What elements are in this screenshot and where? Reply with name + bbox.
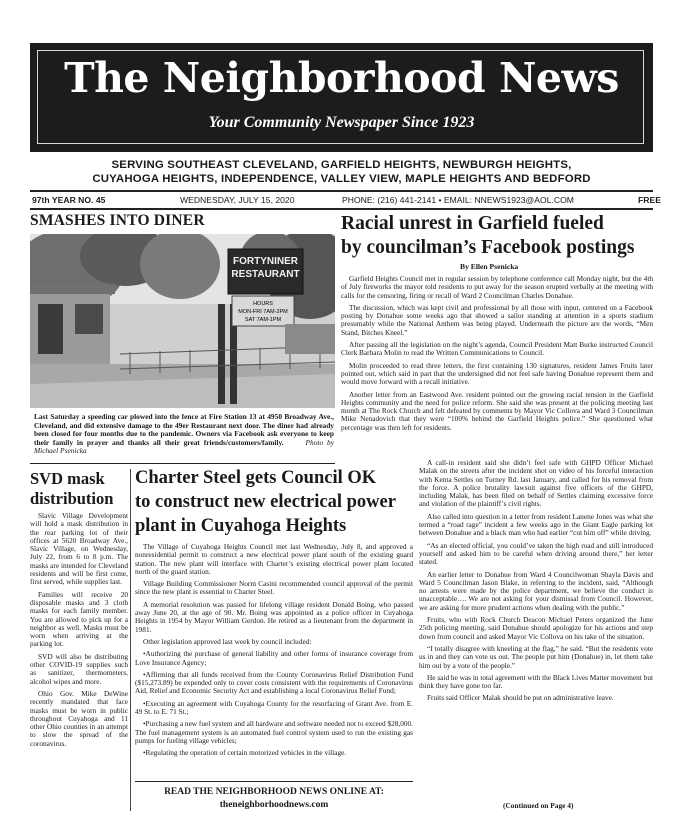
paragraph: •Regulating the operation of certain motorized vehicles in the village. bbox=[143, 748, 347, 758]
paragraph: Ohio Gov. Mike DeWine recently mandated that face masks must be worn in public throughout Cuyahoga and 11 other Ohio counties in an attempt to slow the spread of the coronavirus. bbox=[30, 688, 128, 748]
paragraph: He said he was in total agreement with the Black Lives Matter movement but think they have gone too far. bbox=[419, 672, 653, 691]
paragraph: After passing all the legislation on the night’s agenda, Council President Matt Burke instructed Council Clerk Barbara Molin to read the Written Communications to Council. bbox=[341, 340, 653, 358]
paragraph: •Affirming that all funds received from the County Coronavirus Relief Distribution Fund ($15,273.89) be expended only to cover costs consistent with the requirements of Coronavirus Aid, Relief and Economic Security Act and establishing a local Coronavirus Relief Fund; bbox=[135, 669, 413, 696]
newspaper-title: The Neighborhood News bbox=[64, 54, 619, 102]
headline-line: Charter Steel gets Council OK bbox=[135, 468, 377, 488]
racial-headline bbox=[341, 212, 653, 260]
paragraph: Another letter from an Eastwood Ave. resident pointed out the growing racial tension in the Garfield Heights community and the need for police reform. She said she was present at the policing meeting last month at The Rock Church and felt defeated by comments by Mayor Vic Collova and Ward 3 Councilman Mike Nenadovich that they were “100% behind the Garfield Heights police.” She questioned what percentage was then left for residents. bbox=[341, 389, 653, 432]
website-link[interactable]: theneighborhoodnews.com bbox=[219, 800, 329, 810]
paragraph: An earlier letter to Donahue from Ward 4 Councilwoman Shayla Davis and Ward 5 Councilman Jason Blake, in referring to the incident, said, “Although no arrests were made by the police department, we believe the conduct is unacceptable…. We are not asking for your dismissal from Council. However, we are asking for more prudent actions when dealing with the public.” bbox=[419, 569, 653, 612]
coverage-line: CUYAHOGA HEIGHTS, INDEPENDENCE, VALLEY VIEW, MAPLE HEIGHTS AND BEDFORD bbox=[92, 172, 591, 185]
paragraph: The Village of Cuyahoga Heights Council met last Wednesday, July 8, and approved a nonresidential permit to construct a new electrical power plant south of the existing guard station. The new plant will interface with Charter’s existing electrical power plant located north of the guard station. bbox=[135, 542, 413, 576]
diner-headline: SMASHES INTO DINER bbox=[30, 212, 205, 229]
section-divider bbox=[30, 463, 335, 464]
price: FREE bbox=[638, 195, 661, 205]
paragraph: Fruits, who with Rock Church Deacon Michael Peters organized the June 25th policing meeting, said Donahue should apologize for his actions and step down from council and asked Mayor Vic Collova on his take of the situation. bbox=[419, 615, 653, 641]
sign-board-line: HOURS bbox=[253, 301, 273, 307]
sign-board-line: MON-FRI 7AM-2PM bbox=[238, 309, 288, 315]
coverage-area bbox=[30, 159, 653, 186]
paragraph: Other legislation approved last week by council included: bbox=[143, 636, 312, 646]
charter-headline bbox=[135, 466, 415, 538]
paragraph: The discussion, which was kept civil and professional by all those with input, centered on a Facebook posting by Donahue some weeks ago that showed a sailor standing at attention in a sports stadium presumably while the National Anthem was being played. Underneath the picture are the words, “Men Stand, Bitches Kneel.” bbox=[341, 302, 653, 337]
paragraph: “I totally disagree with kneeling at the flag,” he said. “But the residents vote us in and they can vote us out. The people put him (Donahue) in, let them take him out by a vote of the people.” bbox=[419, 643, 653, 670]
sign-board-line: SAT 7AM-1PM bbox=[244, 317, 282, 323]
svd-article bbox=[30, 512, 128, 752]
paragraph: A memorial resolution was passed for lifelong village resident Donald Boing, who passed away June 20, at the age of 90. Mr. Boing was appointed as a police officer in Cuyahoga Heights in 1954 by Mayor William Gerdon. He retired as a lieutenant from the department in 1981. bbox=[135, 599, 413, 634]
paragraph: “As an elected official, you could’ve taken the high road and still introduced yourself and asked him to be careful when driving around there,” her letter stated. bbox=[419, 540, 653, 567]
headline-line: by councilman’s Facebook postings bbox=[341, 237, 635, 258]
paragraph: •Authorizing the purchase of general liability and other forms of insurance coverage from Love Insurance Agency; bbox=[135, 649, 413, 667]
headline-line: to construct new electrical power bbox=[135, 492, 396, 512]
newspaper-tagline: Your Community Newspaper Since 1923 bbox=[208, 114, 475, 131]
paragraph: Molin proceeded to read three letters, the first containing 130 signatures, resident James Fruits later pointed out, which said in part that the undersigned did not feel safe having Donahue represent them and would move forward with a recall initiative. bbox=[341, 360, 653, 387]
paragraph: A call-in resident said she didn’t feel safe with GHPD Officer Michael Malak on the streets after the incident shot on video of his forceful interaction with Kenta Settles on Turney Rd. last January, and called for his removal from the force. A police brutality lawsuit against five officers of the GHPD, including Malak, has been filed on behalf of Settles claiming excessive force and violation of the plaintiff’s civil rights. bbox=[419, 458, 653, 509]
paragraph: Village Building Commissioner Norm Casini recommended council approval of the permit since the new plant is essential to Charter Steel. bbox=[135, 579, 413, 597]
caption-text: Last Saturday a speeding car plowed into the fence at Fire Station 13 at 4950 Broadway Ave., Cleveland, and did extensive damage to the 49er Restaurant next door. The diner had already been closed for four months due to the pandemic. Owners via Facebook ask everyone to keep their family in prayer and thanks all their great friends/customers/family. bbox=[34, 412, 334, 447]
dateline bbox=[30, 193, 661, 207]
footer-rule bbox=[135, 781, 413, 782]
sign-text-line2: RESTAURANT bbox=[231, 269, 300, 280]
paragraph: Garfield Heights Council met in regular session by telephone conference call Monday night, but the 4th of July fireworks the mayor told residents to put away for the season erupted verbally at the meeting with calls for the censoring, firing or recall of Ward 2 Councilman Charles Donahue. bbox=[341, 274, 653, 300]
paragraph: SVD will also be distributing other COVID-19 supplies such as sanitizer, thermometers, alcohol wipes and more. bbox=[30, 651, 128, 686]
headline-line: SVD mask bbox=[30, 469, 105, 488]
charter-article bbox=[135, 543, 413, 762]
paragraph: Also called into question in a letter from resident Lanene Jones was what she termed a “road rage” incident a few weeks ago in the Giant Eagle parking lot between Donahue and a black man who had earlier “cut him off” while driving. bbox=[419, 511, 653, 538]
headline-line: plant in Cuyahoga Heights bbox=[135, 516, 347, 536]
paragraph: •Purchasing a new fuel system and all hardware and software needed not to exceed $28,000. The fuel management system is an automated fuel control system used to run the existing gas pumps for fueling village vehicles; bbox=[135, 719, 413, 745]
svd-headline bbox=[30, 469, 130, 509]
dateline-top-rule bbox=[30, 190, 653, 192]
contact-info: PHONE: (216) 441-2141 • EMAIL: NNEWS1923@AOL.COM bbox=[342, 195, 574, 205]
byline: By Ellen Psenicka bbox=[460, 262, 519, 271]
paragraph: Fruits said Officer Malak should be put on administrative leave. bbox=[427, 693, 614, 703]
sign-text-line1: FORTYNINER bbox=[233, 256, 298, 267]
diner-photo bbox=[30, 234, 335, 408]
headline-line: Racial unrest in Garfield fueled bbox=[341, 213, 604, 234]
diner-caption bbox=[34, 413, 334, 456]
racial-column-1 bbox=[341, 275, 653, 436]
column-divider bbox=[130, 469, 131, 811]
coverage-line: SERVING SOUTHEAST CLEVELAND, GARFIELD HEIGHTS, NEWBURGH HEIGHTS, bbox=[111, 159, 572, 171]
racial-column-2 bbox=[419, 459, 653, 703]
dateline-bottom-rule bbox=[30, 208, 653, 210]
issue-date: WEDNESDAY, JULY 15, 2020 bbox=[180, 195, 295, 205]
issue-number: 97th YEAR NO. 45 bbox=[32, 195, 106, 205]
photo-credit: Photo by Michael Psenicka bbox=[34, 437, 334, 455]
paragraph: •Executing an agreement with Cuyahoga County for the resurfacing of Grant Ave. from E. 49 St. to E. 71 St.; bbox=[135, 698, 413, 717]
paragraph: Families will receive 20 disposable masks and 3 cloth masks for each family member. You are allowed to pick up for a neighbor as well. Masks must be worn when arriving at the parking lot. bbox=[30, 589, 128, 649]
promo-line: READ THE NEIGHBORHOOD NEWS ONLINE AT: bbox=[164, 787, 384, 797]
online-promo bbox=[135, 786, 413, 812]
paragraph: Slavic Village Development will hold a mask distribution in the rear parking lot of their offices at 5620 Broadway Ave., Slavic Village, on Wednesday, July 22, from 6 to 8 p.m. The masks are intended for Cleveland residents and will be first come, first served, while supplies last. bbox=[30, 511, 128, 587]
headline-line: distribution bbox=[30, 489, 114, 508]
continued-note: (Continued on Page 4) bbox=[503, 801, 574, 810]
